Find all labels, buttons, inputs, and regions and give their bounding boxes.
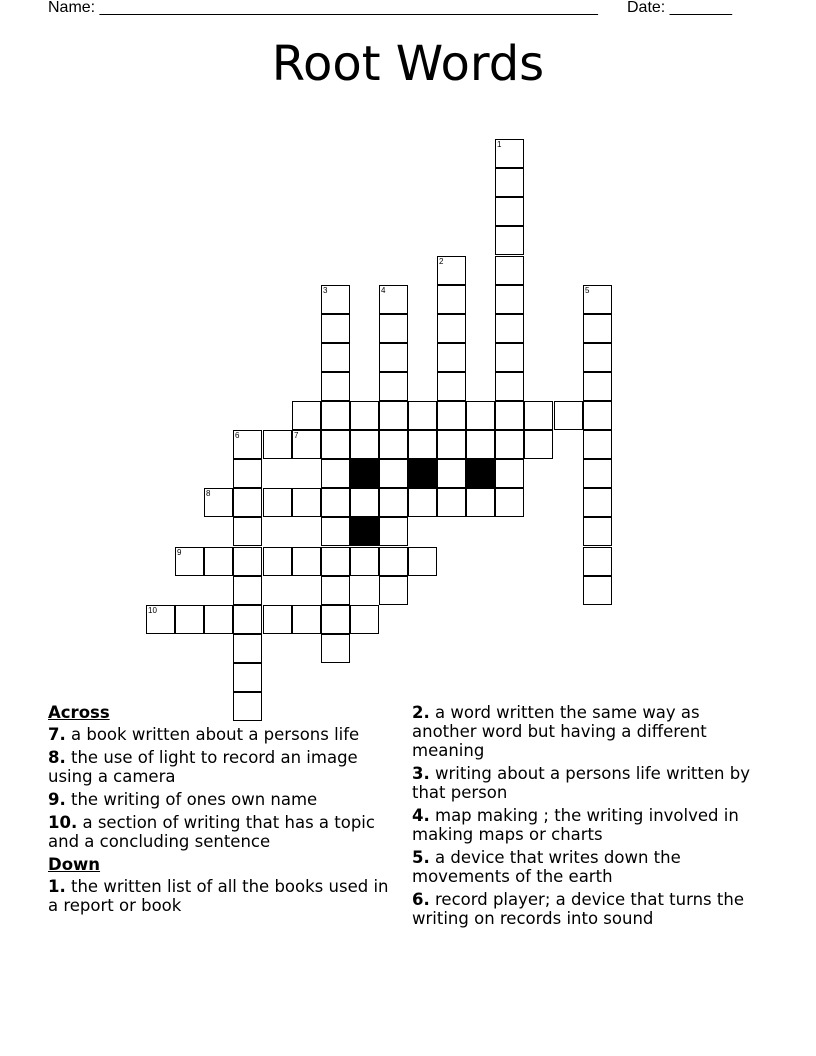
crossword-cell[interactable] bbox=[233, 634, 262, 663]
clue-down-4 bbox=[412, 806, 762, 844]
clue-text: record player; a device that turns the writing on records into sound bbox=[412, 890, 744, 928]
crossword-cell[interactable] bbox=[408, 488, 437, 517]
crossword-cell[interactable] bbox=[379, 372, 408, 401]
clue-across-7 bbox=[48, 725, 398, 744]
crossword-cell[interactable] bbox=[524, 401, 553, 430]
crossword-cell[interactable] bbox=[466, 488, 495, 517]
crossword-cell[interactable] bbox=[321, 401, 350, 430]
crossword-cell[interactable] bbox=[583, 372, 612, 401]
crossword-cell[interactable] bbox=[583, 314, 612, 343]
crossword-cell[interactable] bbox=[379, 547, 408, 576]
clue-text: the written list of all the books used in a report or book bbox=[48, 877, 389, 915]
crossword-black-cell bbox=[350, 459, 379, 488]
crossword-cell[interactable] bbox=[583, 576, 612, 605]
clue-number: 10. bbox=[48, 813, 78, 832]
crossword-cell[interactable] bbox=[379, 430, 408, 459]
crossword-cell[interactable] bbox=[263, 430, 292, 459]
crossword-cell[interactable] bbox=[379, 459, 408, 488]
clue-text: a device that writes down the movements of the earth bbox=[412, 848, 681, 886]
crossword-cell[interactable] bbox=[437, 488, 466, 517]
crossword-cell[interactable] bbox=[321, 547, 350, 576]
crossword-cell[interactable] bbox=[583, 343, 612, 372]
clue-number-label: 7 bbox=[294, 431, 299, 440]
crossword-cell[interactable] bbox=[175, 605, 204, 634]
crossword-black-cell bbox=[408, 459, 437, 488]
crossword-black-cell bbox=[466, 459, 495, 488]
crossword-cell[interactable] bbox=[437, 459, 466, 488]
crossword-cell[interactable] bbox=[495, 488, 524, 517]
crossword-cell[interactable] bbox=[233, 488, 262, 517]
crossword-cell[interactable] bbox=[408, 430, 437, 459]
crossword-cell[interactable] bbox=[204, 547, 233, 576]
crossword-cell[interactable] bbox=[263, 488, 292, 517]
crossword-cell[interactable] bbox=[350, 547, 379, 576]
crossword-cell[interactable] bbox=[146, 605, 175, 634]
clue-number-label: 1 bbox=[497, 140, 502, 149]
crossword-cell[interactable] bbox=[583, 488, 612, 517]
clue-number-label: 8 bbox=[206, 489, 211, 498]
crossword-cell[interactable] bbox=[233, 517, 262, 546]
crossword-cell[interactable] bbox=[495, 285, 524, 314]
crossword-cell[interactable] bbox=[583, 459, 612, 488]
crossword-cell[interactable] bbox=[437, 401, 466, 430]
crossword-cell[interactable] bbox=[379, 343, 408, 372]
crossword-cell[interactable] bbox=[233, 605, 262, 634]
clue-down-1 bbox=[48, 877, 398, 915]
crossword-cell[interactable] bbox=[321, 430, 350, 459]
crossword-cell[interactable] bbox=[321, 634, 350, 663]
crossword-cell[interactable] bbox=[379, 401, 408, 430]
crossword-cell[interactable] bbox=[495, 256, 524, 285]
clue-text: a word written the same way as another word but having a different meaning bbox=[412, 703, 707, 760]
crossword-cell[interactable] bbox=[583, 547, 612, 576]
crossword-cell[interactable] bbox=[495, 372, 524, 401]
crossword-cell[interactable] bbox=[495, 168, 524, 197]
crossword-cell[interactable] bbox=[495, 197, 524, 226]
crossword-cell[interactable] bbox=[379, 517, 408, 546]
crossword-cell[interactable] bbox=[408, 401, 437, 430]
crossword-cell[interactable] bbox=[233, 547, 262, 576]
crossword-cell[interactable] bbox=[495, 459, 524, 488]
clue-number-label: 9 bbox=[177, 548, 182, 557]
clue-text: the use of light to record an image using a camera bbox=[48, 748, 358, 786]
crossword-cell[interactable] bbox=[321, 576, 350, 605]
clue-text: writing about a persons life written by that person bbox=[412, 764, 750, 802]
crossword-cell[interactable] bbox=[466, 401, 495, 430]
crossword-cell[interactable] bbox=[321, 285, 350, 314]
crossword-cell[interactable] bbox=[466, 430, 495, 459]
clue-number-label: 3 bbox=[323, 286, 328, 295]
clue-across-8 bbox=[48, 748, 398, 786]
crossword-cell[interactable] bbox=[321, 372, 350, 401]
crossword-black-cell bbox=[350, 517, 379, 546]
crossword-cell[interactable] bbox=[583, 401, 612, 430]
crossword-cell[interactable] bbox=[495, 430, 524, 459]
clue-down-5 bbox=[412, 848, 762, 886]
crossword-cell[interactable] bbox=[495, 343, 524, 372]
crossword-cell[interactable] bbox=[495, 139, 524, 168]
clue-number-label: 4 bbox=[381, 286, 386, 295]
crossword-cell[interactable] bbox=[204, 605, 233, 634]
clue-number: 7. bbox=[48, 725, 66, 744]
crossword-cell[interactable] bbox=[437, 343, 466, 372]
clue-number: 2. bbox=[412, 703, 430, 722]
crossword-cell[interactable] bbox=[233, 459, 262, 488]
crossword-cell[interactable] bbox=[292, 488, 321, 517]
crossword-cell[interactable] bbox=[350, 401, 379, 430]
clue-number-label: 10 bbox=[148, 606, 157, 615]
crossword-cell[interactable] bbox=[350, 430, 379, 459]
clue-down-6 bbox=[412, 890, 762, 928]
crossword-cell[interactable] bbox=[379, 488, 408, 517]
crossword-cell[interactable] bbox=[204, 488, 233, 517]
crossword-cell[interactable] bbox=[321, 314, 350, 343]
crossword-cell[interactable] bbox=[583, 517, 612, 546]
crossword-cell[interactable] bbox=[321, 488, 350, 517]
clue-number: 3. bbox=[412, 764, 430, 783]
crossword-cell[interactable] bbox=[263, 605, 292, 634]
crossword-cell[interactable] bbox=[350, 605, 379, 634]
page-title: Root Words bbox=[271, 36, 545, 92]
clue-number-label: 5 bbox=[585, 286, 590, 295]
clue-text: a section of writing that has a topic and a concluding sentence bbox=[48, 813, 375, 851]
clue-text: map making ; the writing involved in making maps or charts bbox=[412, 806, 739, 844]
across-heading: Across bbox=[48, 703, 110, 722]
crossword-cell[interactable] bbox=[321, 517, 350, 546]
crossword-cell[interactable] bbox=[292, 401, 321, 430]
crossword-cell[interactable] bbox=[495, 401, 524, 430]
crossword-cell[interactable] bbox=[495, 314, 524, 343]
crossword-cell[interactable] bbox=[524, 430, 553, 459]
crossword-cell[interactable] bbox=[321, 459, 350, 488]
clue-number: 4. bbox=[412, 806, 430, 825]
clue-across-10 bbox=[48, 813, 398, 851]
crossword-cell[interactable] bbox=[437, 314, 466, 343]
clue-across-9 bbox=[48, 790, 398, 809]
clue-number-label: 2 bbox=[439, 257, 444, 266]
crossword-cell[interactable] bbox=[175, 547, 204, 576]
crossword-cell[interactable] bbox=[233, 576, 262, 605]
clue-text: a book written about a persons life bbox=[71, 725, 360, 744]
crossword-cell[interactable] bbox=[437, 256, 466, 285]
clue-text: the writing of ones own name bbox=[71, 790, 318, 809]
crossword-cell[interactable] bbox=[437, 430, 466, 459]
crossword-cell[interactable] bbox=[583, 430, 612, 459]
crossword-cell[interactable] bbox=[554, 401, 583, 430]
crossword-cell[interactable] bbox=[379, 576, 408, 605]
clues-right-column bbox=[412, 703, 762, 932]
clue-number: 1. bbox=[48, 877, 66, 896]
crossword-cell[interactable] bbox=[321, 343, 350, 372]
clue-number: 8. bbox=[48, 748, 66, 767]
crossword-cell[interactable] bbox=[437, 372, 466, 401]
clue-down-2 bbox=[412, 703, 762, 760]
crossword-cell[interactable] bbox=[263, 547, 292, 576]
clue-number: 5. bbox=[412, 848, 430, 867]
date-field-label[interactable]: Date: _______ bbox=[627, 0, 732, 16]
crossword-cell[interactable] bbox=[233, 430, 262, 459]
clue-number: 6. bbox=[412, 890, 430, 909]
crossword-cell[interactable] bbox=[321, 605, 350, 634]
crossword-cell[interactable] bbox=[379, 314, 408, 343]
clue-down-3 bbox=[412, 764, 762, 802]
crossword-cell[interactable] bbox=[408, 547, 437, 576]
crossword-cell[interactable] bbox=[292, 430, 321, 459]
clues-left-column bbox=[48, 703, 398, 919]
down-heading: Down bbox=[48, 855, 101, 874]
crossword-cell[interactable] bbox=[583, 285, 612, 314]
clue-number: 9. bbox=[48, 790, 66, 809]
crossword-cell[interactable] bbox=[495, 226, 524, 255]
crossword-cell[interactable] bbox=[437, 285, 466, 314]
name-field-label[interactable]: Name: ________________________________________________________ bbox=[48, 0, 598, 16]
crossword-cell[interactable] bbox=[292, 547, 321, 576]
crossword-cell[interactable] bbox=[379, 285, 408, 314]
crossword-cell[interactable] bbox=[350, 488, 379, 517]
clue-number-label: 6 bbox=[235, 431, 240, 440]
crossword-cell[interactable] bbox=[292, 605, 321, 634]
crossword-cell[interactable] bbox=[233, 663, 262, 692]
